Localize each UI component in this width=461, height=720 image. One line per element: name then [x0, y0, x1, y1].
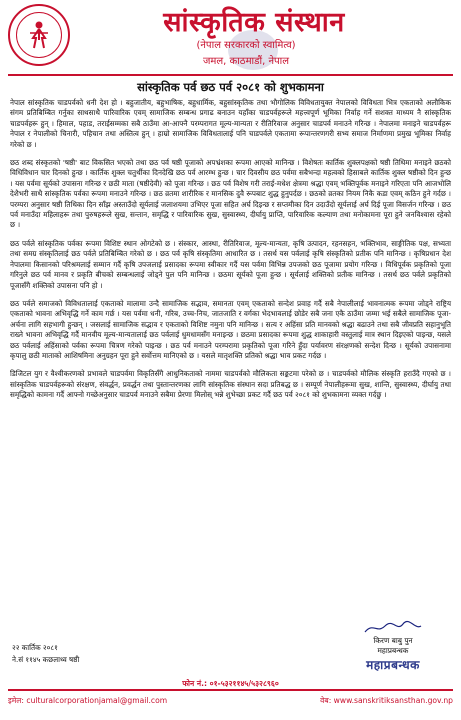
date-bs: २२ कार्तिक २०८१	[12, 643, 58, 652]
letter-body	[10, 98, 451, 409]
footer-website[interactable]: वेब: www.sanskritiksansthan.gov.np	[320, 696, 453, 705]
organization-subtitle: (नेपाल सरकारको स्वामित्व)	[196, 40, 296, 51]
designation-stamp: महाप्रबन्धक	[366, 658, 420, 672]
date-nepal-sambat: ने.सं ११४५ कछलाथ्व षष्ठी	[12, 655, 80, 664]
signature-block	[338, 620, 448, 673]
footer-phone: फोन नं.: ०१-५३२११४५/५३२८९६०	[182, 679, 279, 688]
letterhead	[0, 0, 461, 72]
signatory-title: महाप्रबन्धक	[377, 646, 409, 655]
paragraph: छठ शब्द संस्कृतको 'षष्ठी' बाट विकसित भएको तथा छठ पर्व षष्ठी पूजाको अपभ्रंशका रूपमा आएको मानिन्छ । विशेषतः कार्तिक शुक्लपक्षको षष्ठी तिथिमा मनाइने छठको विधिविधान चार दिनको हुन्छ । कार्तिक शुक्ल चतुर्थीका दिनदेखि छठ पर्व आरम्भ हुन्छ । चार दिवसीय छठ पर्वमा सबैभन्दा महत्वको हिसाबले कार्तिक शुक्ल षष्ठीको दिन हुन्छ । यस पर्वमा सूर्यको उपासना गरिन्छ र छठी माता (षष्ठीदेवी) को पूजा गरिन्छ । छठ पर्व विशेष गरी तराई-मधेश क्षेत्रमा श्रद्धा एवम् भक्तिपूर्वक मनाइने गरिएता पनि आजभोलि देशैभरी साथै सांस्कृतिक पर्वका रूपमा मनाउने गरिन्छ । छठ व्रतमा शारीरिक र मानसिक दुवै रूपबाट शुद्ध हुनुपर्दछ । छठको व्रतका नियम निकै कडा एवम् कठिन हुने गर्दछ । परम्परा अनुसार षष्ठी तिथिका दिन साँझ अस्ताउँदो सूर्यलाई जलाशयमा उभिएर पूजा सहित अर्घ दिइन्छ र सप्तमीका दिन उदाउँदो सूर्यलाई अर्घ दिई पूजा विसर्जन गरिन्छ । छठ पर्व मनाउँदा महिलाहरू तथा पुरुषहरूले सुख, सन्तान, समृद्धि र पारिवारिक सुख, सुस्वास्थ्य, दीर्घायु प्राप्ति, पारिवारिक कल्याण तथा मनोकामना पूरा हुने जनविश्वास रहेको छ ।	[10, 158, 451, 230]
organization-logo	[8, 4, 70, 66]
paragraph: डिजिटल युग र वैश्वीकरणको प्रभावले चाडपर्वमा विकृतिसँगै आधुनिकताको नाममा चाडपर्वको मौलिकता सङ्कटमा परेको छ । चाडपर्वको मौलिक संस्कृति हराउँदै गएको छ । सांस्कृतिक चाडपर्वहरूको संरक्षण, संवर्द्धन, प्रवर्द्धन तथा पुस्तान्तरणका लागि सांस्कृतिक संस्थान सदा प्रतिबद्ध छ । सम्पूर्ण नेपालीहरूमा सुख, शान्ति, सुस्वास्थ्य, दीर्घायु तथा समृद्धिको कामना गर्दै आफ्नो गच्छेअनुसार चाडपर्व मनाउने सबैमा प्रेरणा मिलोस् भन्ने शुभेच्छा प्रकट गर्दै छठ पर्व २०८१ को शुभकामना व्यक्त गर्दछु ।	[10, 369, 451, 400]
paragraph: छठ पर्वले सांस्कृतिक पर्वका रूपमा विशिष्ट स्थान ओगटेको छ । संस्कार, आस्था, रीतिरिवाज, मूल्य-मान्यता, कृषि उत्पादन, रहनसहन, भक्तिभाव, साङ्गीतिक पक्ष, सभ्यता तथा समग्र संस्कृतिलाई छठ पर्वले प्रतिबिम्बित गरेको छ । छठ पर्व कृषि संस्कृतिमा आधारित छ । तसर्थ यस पर्वलाई कृषि संस्कृतिको प्रतीक पनि मानिन्छ । कृषिप्रधान देश नेपालमा किसानको परिश्रमलाई सम्मान गर्दै कृषि उपजलाई प्रसादका रूपमा स्वीकार गर्दै यस पर्वमा विभिन्न उपजको छठ पूजामा प्रयोग गरिन्छ । विधिपूर्वक प्रकृतिको पूजा गरिनुले छठ पर्व मानव र प्रकृति बीचको सम्बन्धलाई जोड्ने पुल पनि मानिन्छ । छठमा सूर्यको पूजा हुन्छ । सूर्यलाई शक्तिको प्रतीक मानिन्छ । तसर्थ छठ पर्वले प्रकृतिको पूजासँगै शक्तिको उपासना पनि हो ।	[10, 238, 451, 290]
organization-address: जमल, काठमाडौं, नेपाल	[202, 56, 290, 67]
dancer-emblem-icon	[16, 12, 62, 58]
signatory-name: किरण बाबु पुन	[373, 636, 413, 645]
letter-heading: सांस्कृतिक पर्व छठ पर्व २०८१ को शुभकामना	[137, 80, 324, 94]
paragraph: छठ पर्वले समाजको विविधतालाई एकताको मालामा उन्दै सामाजिक सद्भाव, समानता एवम् एकताको सन्देश प्रवाह गर्दै सबै नेपालीलाई भावनात्मक रूपमा जोड्ने राष्ट्रिय एकताको भावना अभिवृद्धि गर्ने काम गर्छ । यस पर्वमा धनी, गरिब, उच्च-निच, जातजाति र वर्गका भेदभावलाई छोडेर सबै जना एकै ठाउँमा जम्मा भई सबैले सामाजिक पूजा-अर्चना लागि सहभागी हुन्छन् । जसलाई सामाजिक सद्भाव र एकताको विशिष्ट नमुना पनि मानिन्छ । सत्य र अहिंसा प्रति मानवको श्रद्धा बढाउने तथा सबै जीवप्रति सहानुभूति राख्ने भावना अभिवृद्धि गर्दै मानवीय मूल्य-मान्यतालाई छठ पर्वलाई धुमधामसँग मनाइन्छ । छठमा प्रसादका रूपमा शुद्ध शाकाहारी वस्तुलाई मात्र स्थान दिइएको पाइन्छ, यसले छठ पर्वलाई अहिंसाको पर्वका रूपमा चित्रण गरेको पाइन्छ । छठ पर्व मनाउने परम्परामा प्रकृतिको पूजा गरिने हुँदा पर्यावरण संरक्षणको सन्देश दिन्छ । सूर्यको उपासनामा कृपालु छठी माताको आशिषमिना अनुग्रहन पूरा हुने सर्वोत्तम मानिएको छ । यसले मातृशक्ति प्रतिको श्रद्धा भाव प्रकट गर्दछ ।	[10, 298, 451, 360]
footer-divider	[8, 689, 453, 691]
paragraph: नेपाल सांस्कृतिक चाडपर्वको धनी देश हो । बहुजातीय, बहुभाषिक, बहुधार्मिक, बहुसांस्कृतिक तथा भौगोलिक विविधतायुक्त नेपालको विविधता भित्र एकताको अलौकिक संगम प्रतिबिम्बित गर्नुका साथसाथै पारिवारिक एवम् सामाजिक सम्बन्ध प्रगाढ बनाउन यहाँका चाडपर्वहरूले महत्त्वपूर्ण भूमिका निर्वाह गर्ने सशक्त माध्यम नै सांस्कृतिक चाडपर्वहरू हुन् । हिमाल, पहाड, तराईसम्मका सबै ठाउँमा आ-आफ्नै परम्परागत मूल्य-मान्यता र रीतिरिवाज अनुसार चाडपर्व मनाउने गरिन्छ । नेपालमा मनाइने चाडपर्वहरू नेपाल र नेपालीको चिनारी, पहिचान तथा अस्तित्व हुन् । हाम्रो सामाजिक विविधतालाई पनि चाडपर्वले एकतामा रूपान्तरणगरी सभ्य समाज निर्माणमा प्रमुख भूमिका निर्वाह गरेको छ ।	[10, 98, 451, 149]
footer-email[interactable]: इमेल: culturalcorporationjamal@gmail.com	[8, 696, 168, 705]
header-divider	[8, 74, 453, 76]
handwritten-signature	[338, 620, 448, 636]
organization-name: सांस्कृतिक संस्थान	[163, 7, 345, 38]
